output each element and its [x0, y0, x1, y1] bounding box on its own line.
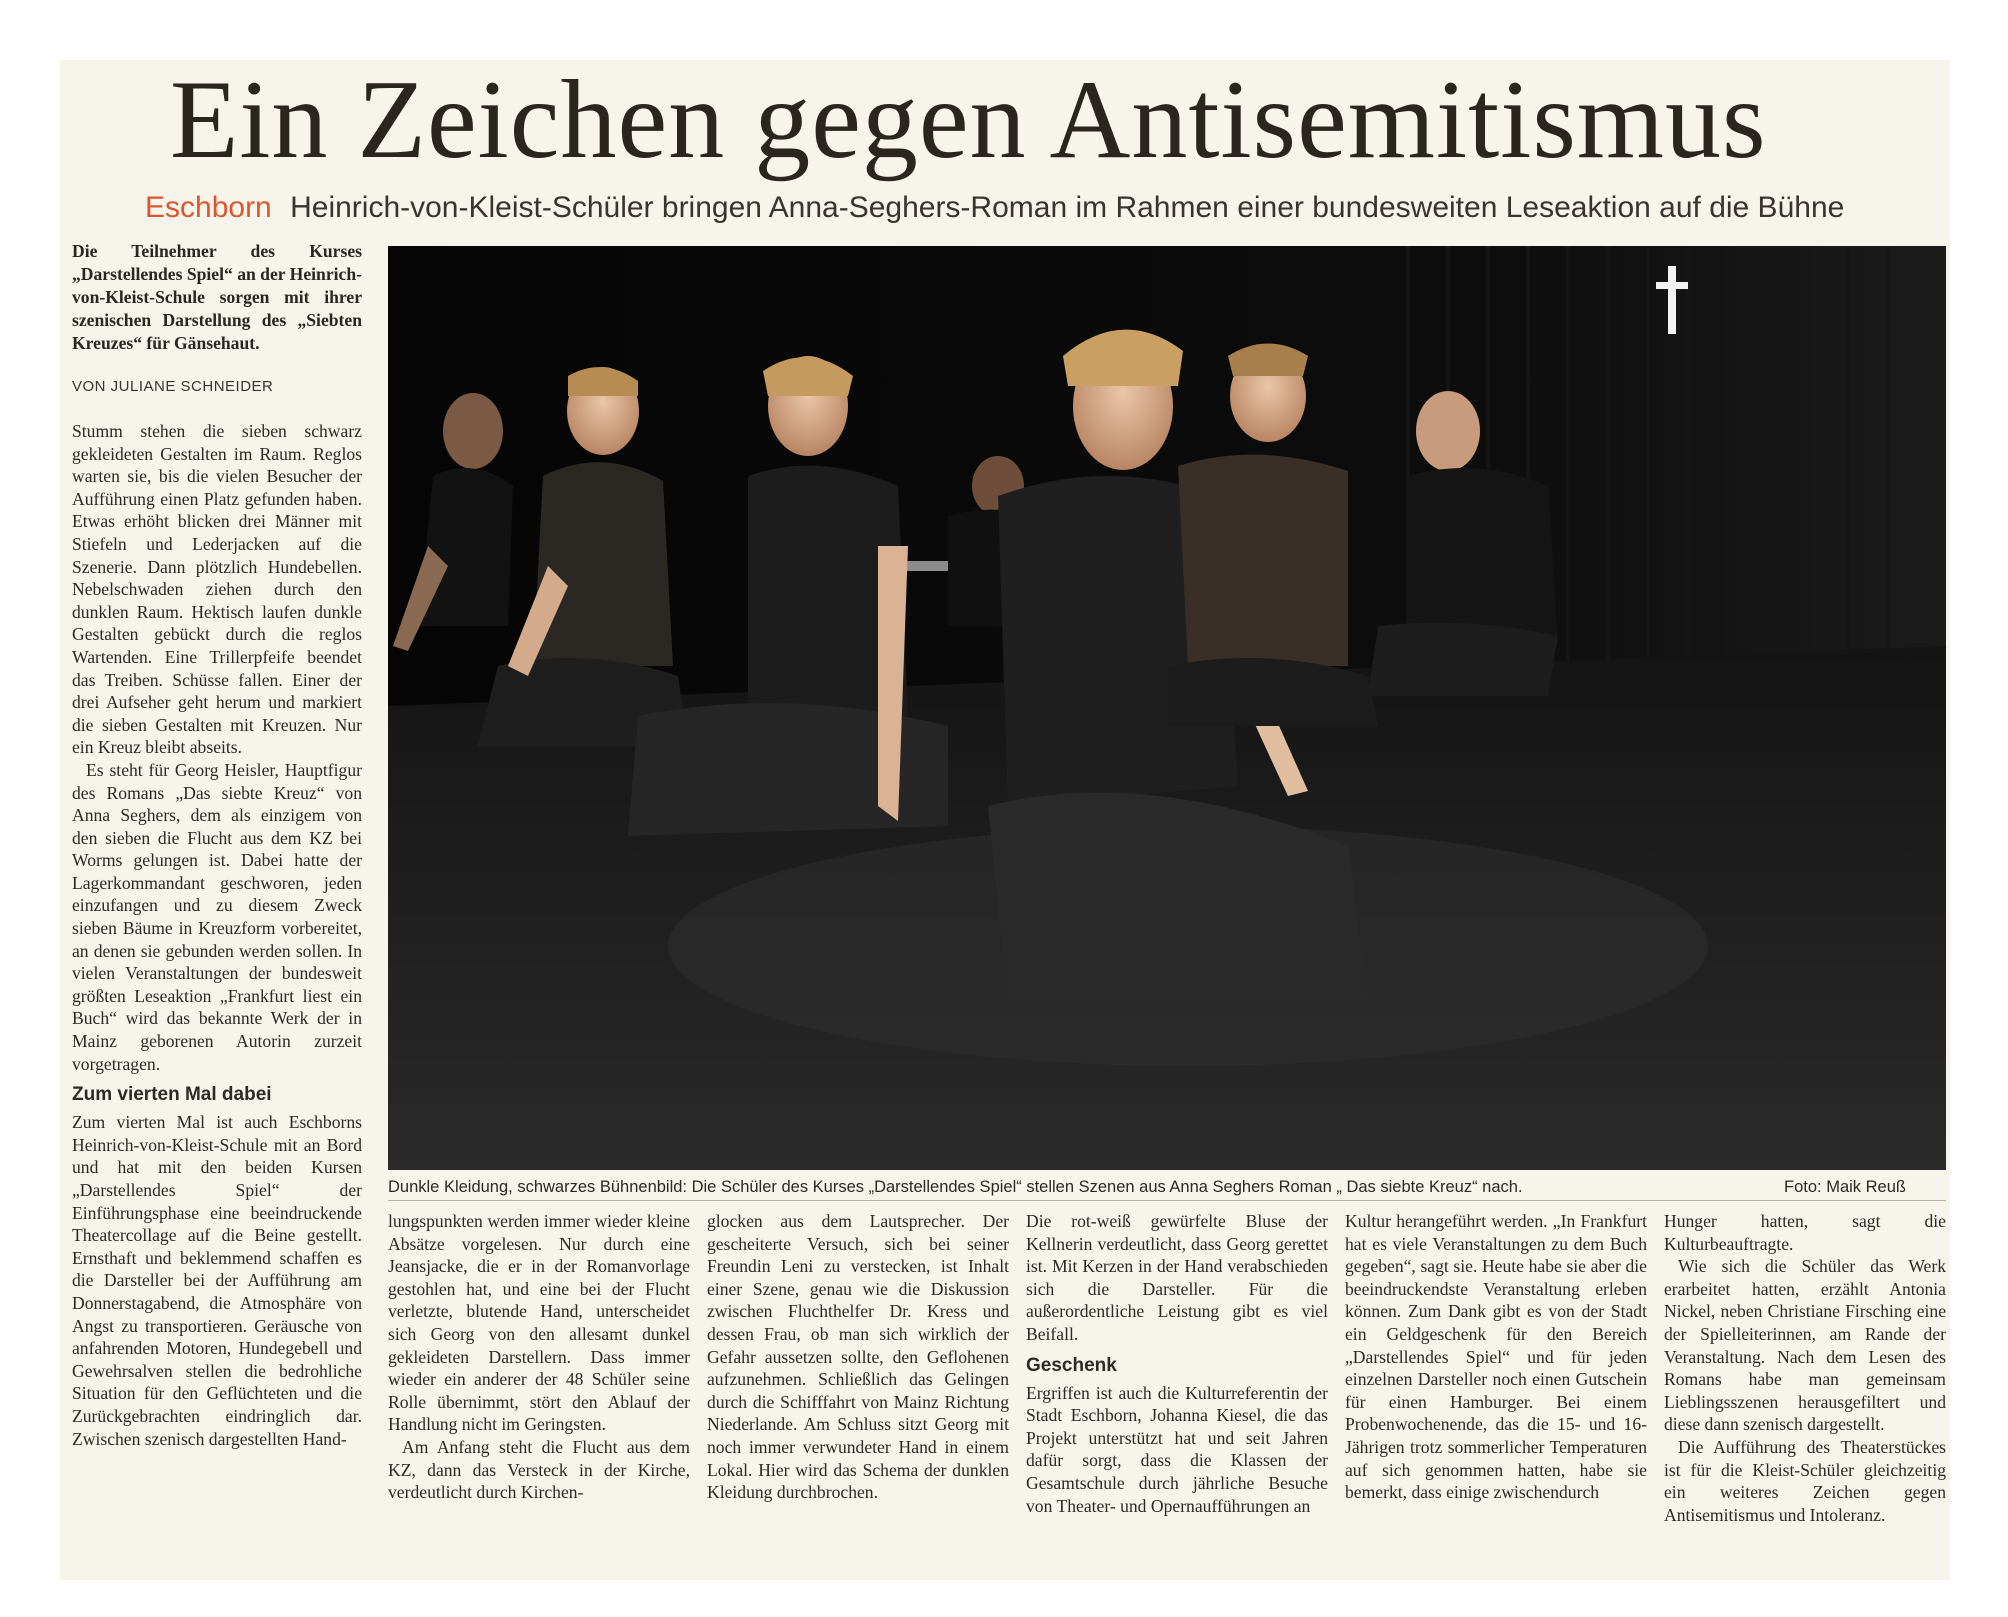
paragraph: glocken aus dem Lautsprecher. Der gescheiterte Versuch, sich bei seiner Freundin Leni zu verstecken, ist Inhalt einer Szene, genau wie die Diskussion zwischen Fluchthelfer Dr. Kress und dessen Frau, ob man sich wirklich der Gefahr aussetzen sollte, den Geflohenen aufzunehmen. Schließlich das Gelingen durch die Schifffahrt von Mainz Richtung Niederlande. Am Schluss sitzt Georg mit noch immer verwundeter Hand in einem Lokal. Hier wird das Schema der dunklen Kleidung durchbrochen.: [707, 1211, 1009, 1503]
subheadline: Heinrich-von-Kleist-Schüler bringen Anna-Seghers-Roman im Rahmen einer bundesweiten Leseaktion auf die Bühne: [290, 191, 1845, 224]
subhead: Geschenk: [1026, 1354, 1117, 1376]
text-column-4: [1026, 1210, 1328, 1517]
paragraph: Die Aufführung des Theaterstückes ist für die Kleist-Schüler gleichzeitig ein weiteres Zeichen gegen Antisemitismus und Intoleranz.: [1664, 1436, 1946, 1525]
location-label: Eschborn: [145, 191, 272, 224]
paragraph: Stumm stehen die sieben schwarz gekleideten Gestalten im Raum. Reglos warten sie, bis die vielen Besucher der Aufführung einen Platz gefunden haben. Etwas erhöht blicken drei Männer mit Stiefeln und Lederjacken auf die Szenerie. Dann plötzlich Hundebellen. Nebelschwaden ziehen durch den dunklen Raum. Hektisch laufen dunkle Gestalten gebückt durch die reglos Wartenden. Eine Trillerpfeife beendet das Treiben. Schüsse fallen. Einer der drei Aufseher geht herum und markiert die sieben Gestalten mit Kreuzen. Nur ein Kreuz bleibt abseits.: [72, 421, 362, 758]
subhead: Zum vierten Mal dabei: [72, 1084, 272, 1106]
paragraph: Hunger hatten, sagt die Kulturbeauftragte.: [1664, 1211, 1946, 1254]
paragraph: lungspunkten werden immer wieder kleine Absätze vorgelesen. Nur durch eine Jeansjacke, die er in der Romanvorlage gestohlen hat, und eine bei der Flucht verletzte, blutende Hand, unterscheidet sich Georg von den allesamt dunkel gekleideten Darstellern. Dass immer wieder ein anderer der 48 Schüler seine Rolle übernimmt, stört den Ablauf der Handlung nicht im Geringsten.: [388, 1211, 690, 1435]
text-column-2: [388, 1210, 690, 1504]
photo-caption: [388, 1176, 1946, 1198]
byline: VON JULIANE SCHNEIDER: [72, 378, 274, 395]
paragraph: Ergriffen ist auch die Kulturreferentin der Stadt Eschborn, Johanna Kiesel, die das Projekt unterstützt hat und seit Jahren dafür sorgt, dass die Klassen der Gesamtschule durch jährliche Besuche von Theater- und Opernaufführungen an: [1026, 1382, 1328, 1516]
headline: Ein Zeichen gegen Antisemitismus: [170, 58, 1767, 182]
paragraph: Kultur herangeführt werden. „In Frankfurt hat es viele Veranstaltungen zu dem Buch gegeben“, sagt sie. Heute habe sie aber die beeindruckendste Veranstaltung erleben können. Zum Dank gibt es von der Stadt ein Geldgeschenk für den Bereich „Darstellendes Spiel“ und für jeden einzelnen Darsteller noch einen Gutschein für einen Hamburger. Bei einem Probenwochenende, das die 15- und 16-Jährigen trotz sommerlicher Temperaturen auf sich genommen hatten, habe sie bemerkt, dass einige zwischendurch: [1345, 1211, 1647, 1503]
paragraph: Die rot-weiß gewürfelte Bluse der Kellnerin verdeutlicht, dass Georg gerettet ist. Mit Kerzen in der Hand verabschieden sich die Darsteller. Für die außerordentliche Leistung gibt es viel Beifall.: [1026, 1211, 1328, 1344]
paragraph: Es steht für Georg Heisler, Hauptfigur des Romans „Das siebte Kreuz“ von Anna Seghers, dem als einzigem von den sieben die Flucht aus dem KZ bei Worms gelungen ist. Dabei hatte der Lagerkommandant geschworen, jeden einzufangen und zu diesem Zweck sieben Bäume in Kreuzform vorbereitet, an denen sie gebunden werden sollen. In vielen Veranstaltungen der bundesweit größten Leseaktion „Frankfurt liest ein Buch“ wird das bekannte Werk der in Mainz geborenen Autorin zurzeit vorgetragen.: [72, 759, 362, 1074]
text-column-6: [1664, 1210, 1946, 1526]
text-column-1: [72, 420, 362, 1450]
text-column-5: [1345, 1210, 1647, 1504]
subheadline-row: [145, 188, 1905, 228]
stage-photo-image: [388, 246, 1946, 1170]
stage-photo: [388, 246, 1946, 1170]
paragraph: Am Anfang steht die Flucht aus dem KZ, dann das Versteck in der Kirche, verdeutlicht durch Kirchen-: [388, 1436, 690, 1503]
paragraph: Zum vierten Mal ist auch Eschborns Heinrich-von-Kleist-Schule mit an Bord und hat mit den beiden Kursen „Darstellendes Spiel“ der Einführungsphase eine beeindruckende Theatercollage auf die Beine gestellt. Ernsthaft und beklemmend schaffen es die Darsteller bei der Aufführung am Donnerstagabend, die Atmosphäre von Angst zu transportieren. Geräusche von anfahrenden Motoren, Hundegebell und Gewehrsalven stellen die bedrohliche Situation für den Geflüchteten und die Zurückgebrachten eindringlich dar. Zwischen szenisch dargestellten Hand-: [72, 1112, 362, 1449]
paragraph: Wie sich die Schüler das Werk erarbeitet hatten, erzählt Antonia Nickel, neben Christiane Firsching eine der Spielleiterinnen, am Rande der Veranstaltung. Nach dem Lesen des Romans habe man gemeinsam Lieblingsszenen herausgefiltert und diese dann szenisch dargestellt.: [1664, 1256, 1946, 1435]
divider: [388, 1200, 1946, 1201]
lead-paragraph: Die Teilnehmer des Kurses „Darstellendes Spiel“ an der Heinrich-von-Kleist-Schule sorgen mit ihrer szenischen Darstellung des „Siebten Kreuzes“ für Gänsehaut.: [72, 241, 362, 353]
text-column-3: [707, 1210, 1009, 1504]
photo-credit: Foto: Maik Reuß: [1784, 1178, 1906, 1196]
caption-text: Dunkle Kleidung, schwarzes Bühnenbild: Die Schüler des Kurses „Darstellendes Spiel“ stellen Szenen aus Anna Seghers Roman „ Das siebte Kreuz“ nach.: [388, 1178, 1523, 1196]
